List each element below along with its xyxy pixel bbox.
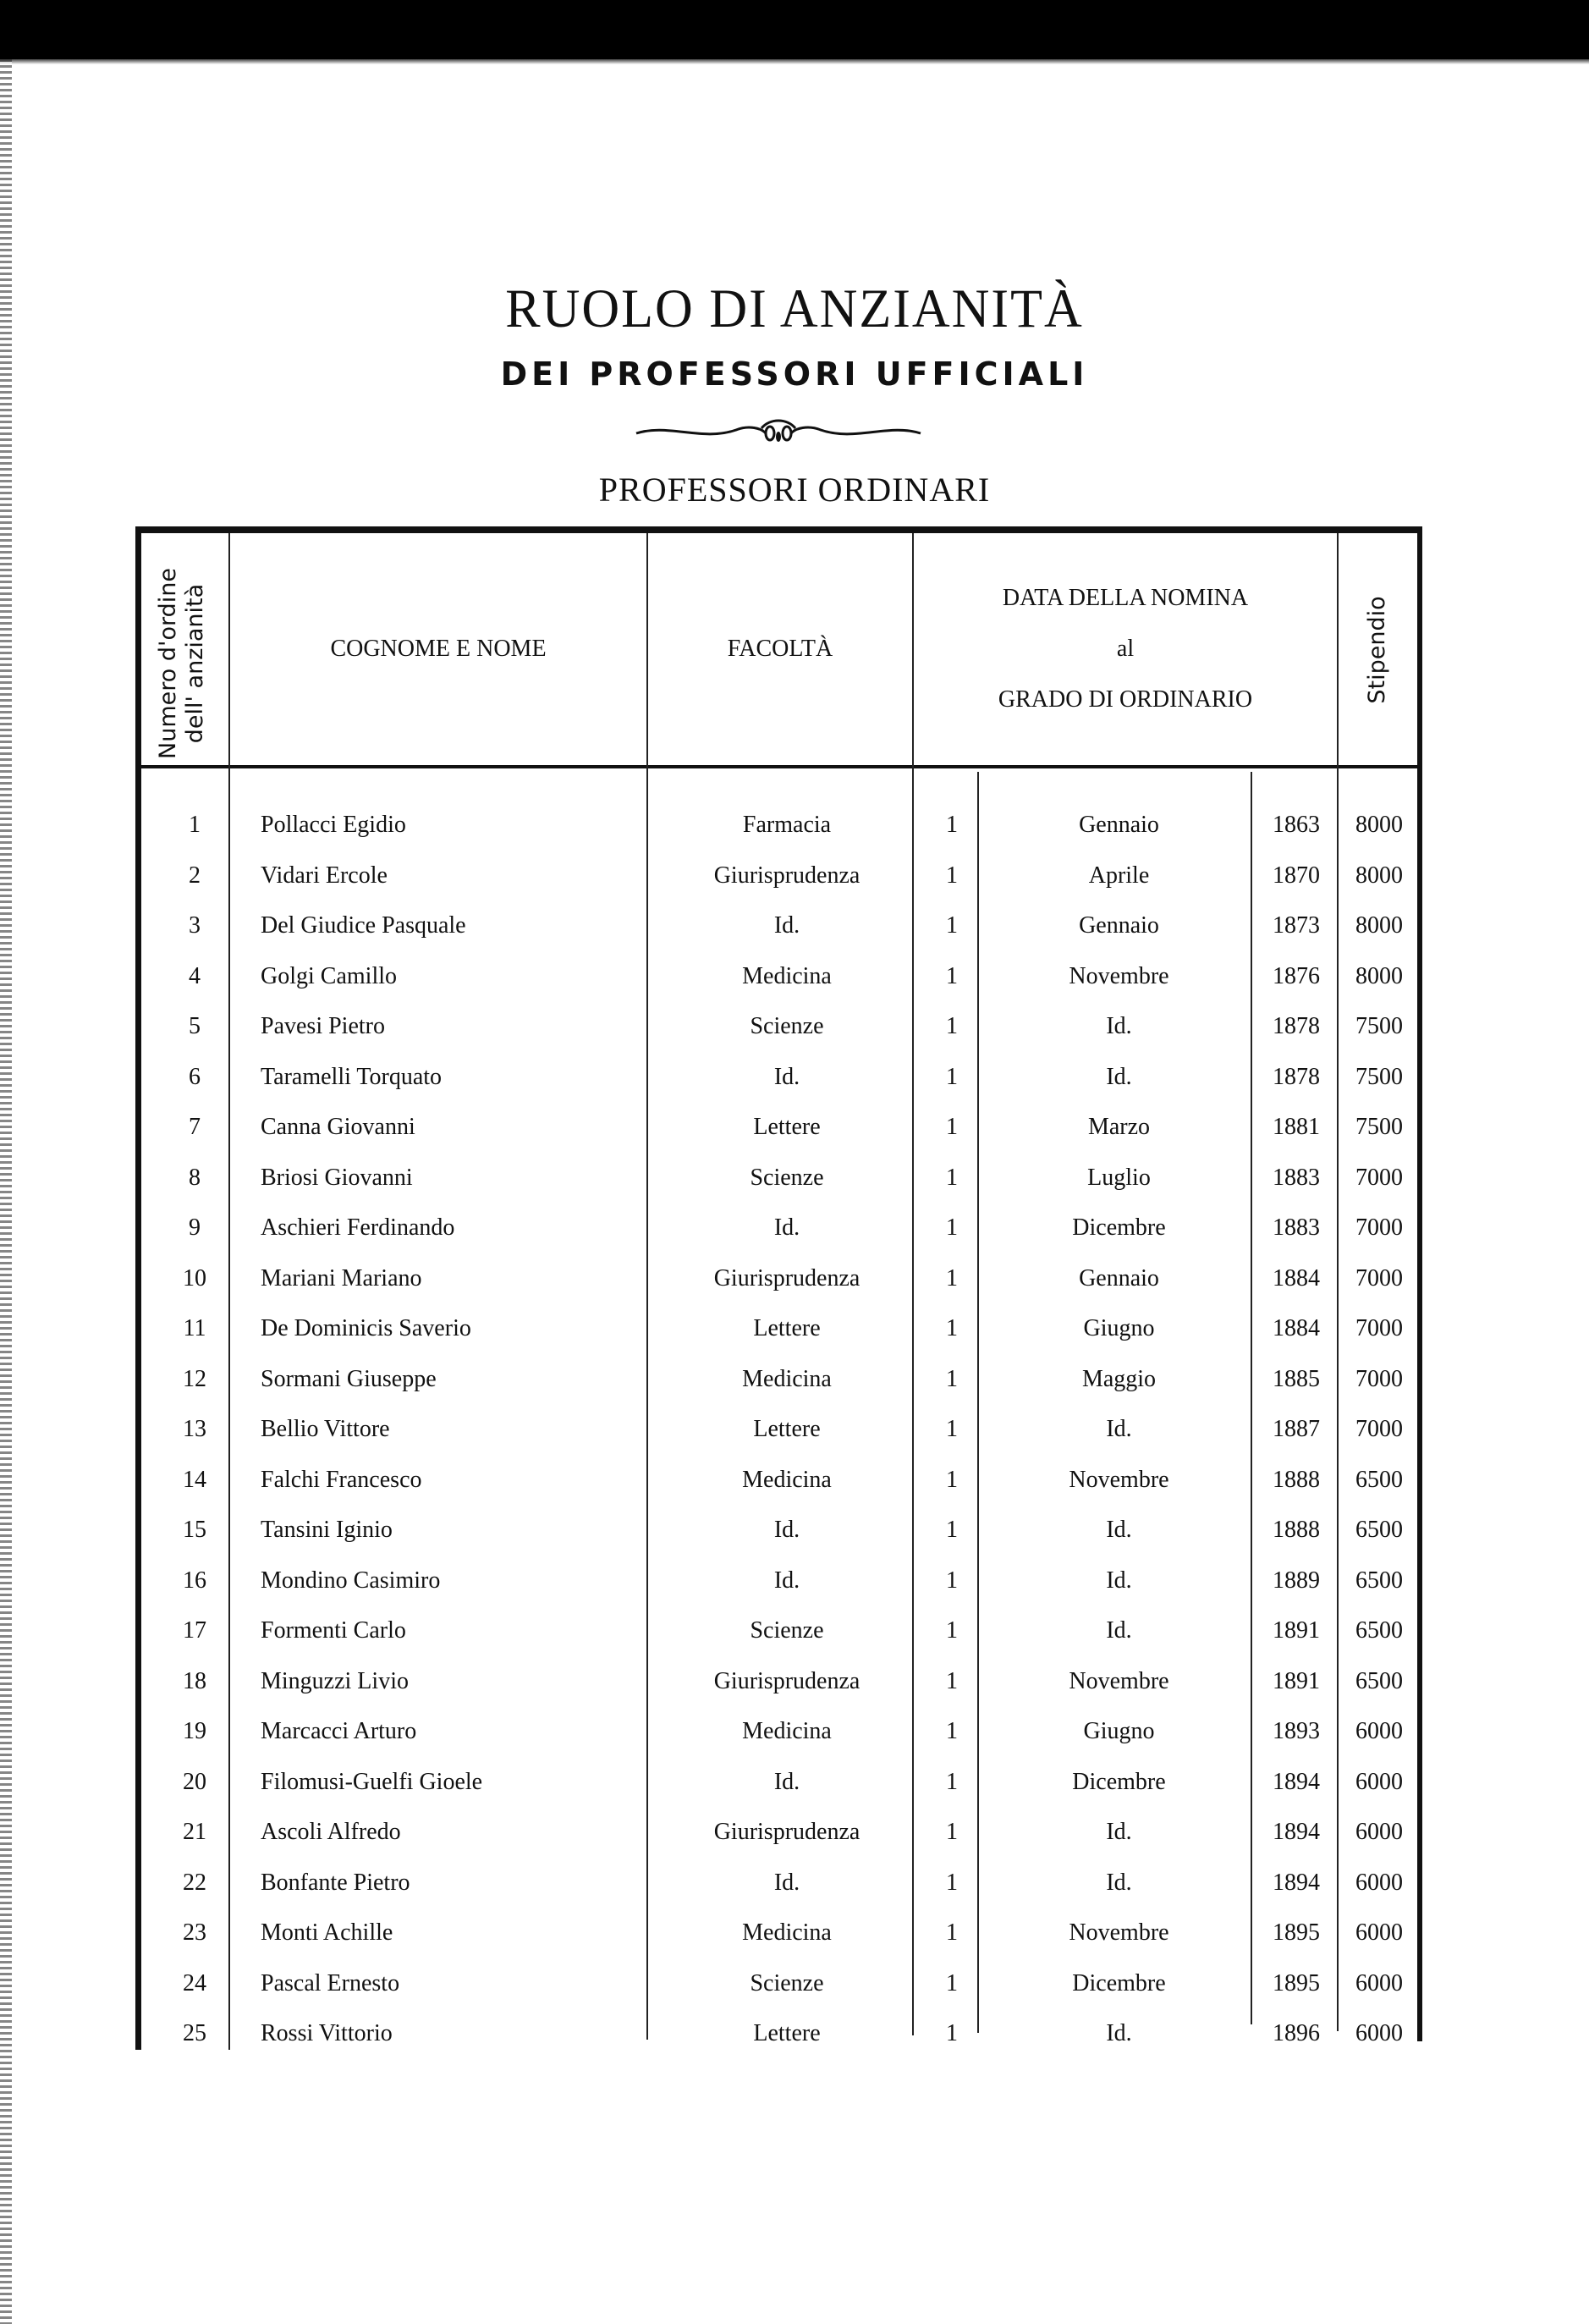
row-faculty: Id. [773, 912, 800, 939]
row-number: 2 [189, 862, 201, 889]
table-row [135, 1757, 1422, 1808]
row-year: 1883 [1273, 1214, 1320, 1241]
row-month: Luglio [1087, 1164, 1151, 1191]
row-month: Id. [1106, 1517, 1132, 1543]
row-month: Dicembre [1072, 1214, 1166, 1241]
row-faculty: Medicina [742, 1919, 832, 1946]
scan-top-border [0, 0, 1589, 59]
table-row [135, 1858, 1422, 1908]
row-name: Pollacci Egidio [261, 812, 406, 838]
row-salary: 7000 [1355, 1264, 1403, 1291]
table-row [135, 1052, 1422, 1103]
row-name: Falchi Francesco [261, 1466, 422, 1493]
row-month: Maggio [1081, 1365, 1157, 1392]
row-name: Filomusi-Guelfi Gioele [261, 1768, 483, 1795]
row-faculty: Giurisprudenza [713, 862, 860, 889]
table-row [135, 1354, 1422, 1405]
row-number: 13 [183, 1416, 206, 1442]
table-top-border [135, 526, 1422, 533]
table-row [135, 1605, 1422, 1656]
table-row [135, 1556, 1422, 1606]
row-name: Bellio Vittore [261, 1416, 390, 1442]
row-faculty: Scienze [750, 1164, 824, 1191]
row-month: Id. [1106, 1416, 1132, 1442]
table-row [135, 1706, 1422, 1757]
table-row [135, 1203, 1422, 1253]
row-salary: 8000 [1355, 962, 1403, 989]
row-faculty: Medicina [742, 1365, 832, 1392]
row-salary: 7500 [1355, 1114, 1403, 1140]
header-number-line2: dell' anzianità [182, 583, 208, 744]
row-month: Giugno [1083, 1718, 1155, 1744]
row-number: 1 [189, 812, 201, 838]
table-row [135, 1455, 1422, 1506]
row-day: 1 [946, 1264, 958, 1291]
row-salary: 7500 [1355, 1013, 1403, 1039]
row-faculty: Medicina [742, 962, 832, 989]
row-day: 1 [946, 1365, 958, 1392]
row-faculty: Giurisprudenza [713, 1819, 860, 1845]
row-name: Rossi Vittorio [261, 2020, 393, 2046]
header-faculty: FACOLTÀ [727, 636, 833, 662]
row-salary: 7000 [1355, 1315, 1403, 1341]
row-month: Gennaio [1079, 812, 1159, 838]
row-year: 1883 [1273, 1164, 1320, 1191]
row-faculty: Scienze [750, 1617, 824, 1644]
row-year: 1884 [1273, 1315, 1320, 1341]
row-number: 8 [189, 1164, 201, 1191]
row-number: 25 [183, 2020, 206, 2046]
row-faculty: Id. [773, 1214, 800, 1241]
row-faculty: Medicina [742, 1466, 832, 1493]
row-month: Novembre [1069, 1919, 1169, 1946]
row-day: 1 [946, 1517, 958, 1543]
header-date-line1: DATA DELLA NOMINA [1002, 585, 1249, 611]
row-day: 1 [946, 1013, 958, 1039]
row-year: 1895 [1273, 1969, 1320, 1996]
row-name: Tansini Iginio [261, 1517, 393, 1543]
row-year: 1894 [1273, 1819, 1320, 1845]
row-month: Id. [1106, 1869, 1132, 1896]
row-name: Monti Achille [261, 1919, 393, 1946]
header-date [914, 535, 1337, 763]
row-salary: 6000 [1355, 1919, 1403, 1946]
table-row [135, 1656, 1422, 1707]
row-number: 18 [183, 1667, 206, 1694]
row-number: 19 [183, 1718, 206, 1744]
table-row [135, 900, 1422, 951]
row-name: Golgi Camillo [261, 962, 397, 989]
row-day: 1 [946, 1063, 958, 1090]
row-faculty: Id. [773, 1768, 800, 1795]
table-row [135, 851, 1422, 901]
table-row [135, 1253, 1422, 1304]
table-row [135, 951, 1422, 1002]
row-month: Dicembre [1072, 1969, 1166, 1996]
table-row [135, 1807, 1422, 1858]
row-day: 1 [946, 1315, 958, 1341]
row-faculty: Farmacia [742, 812, 832, 838]
row-faculty: Giurisprudenza [713, 1667, 860, 1694]
row-name: Minguzzi Livio [261, 1667, 409, 1694]
row-day: 1 [946, 1869, 958, 1896]
row-name: Briosi Giovanni [261, 1164, 413, 1191]
row-year: 1885 [1273, 1365, 1320, 1392]
row-year: 1873 [1273, 912, 1320, 939]
row-name: Marcacci Arturo [261, 1718, 417, 1744]
row-number: 21 [183, 1819, 206, 1845]
row-number: 5 [189, 1013, 201, 1039]
row-year: 1878 [1273, 1063, 1320, 1090]
row-faculty: Id. [773, 1063, 800, 1090]
row-salary: 8000 [1355, 912, 1403, 939]
row-day: 1 [946, 1617, 958, 1644]
row-day: 1 [946, 1768, 958, 1795]
row-salary: 7500 [1355, 1063, 1403, 1090]
row-day: 1 [946, 1164, 958, 1191]
row-year: 1863 [1273, 812, 1320, 838]
row-year: 1884 [1273, 1264, 1320, 1291]
row-day: 1 [946, 1466, 958, 1493]
row-number: 12 [183, 1365, 206, 1392]
row-name: Taramelli Torquato [261, 1063, 443, 1090]
row-day: 1 [946, 1214, 958, 1241]
row-number: 23 [183, 1919, 206, 1946]
row-salary: 6500 [1355, 1567, 1403, 1594]
row-salary: 6500 [1355, 1617, 1403, 1644]
row-year: 1894 [1273, 1768, 1320, 1795]
row-month: Aprile [1088, 862, 1150, 889]
row-name: Aschieri Ferdinando [261, 1214, 455, 1241]
row-month: Id. [1106, 1567, 1132, 1594]
row-year: 1889 [1273, 1567, 1320, 1594]
row-month: Giugno [1083, 1315, 1155, 1341]
row-year: 1895 [1273, 1919, 1320, 1946]
row-month: Id. [1106, 1063, 1132, 1090]
section-heading: PROFESSORI ORDINARI [598, 471, 991, 509]
row-month: Id. [1106, 1617, 1132, 1644]
row-day: 1 [946, 1919, 958, 1946]
row-faculty: Id. [773, 1869, 800, 1896]
row-number: 17 [183, 1617, 206, 1644]
row-year: 1881 [1273, 1114, 1320, 1140]
row-name: Canna Giovanni [261, 1114, 415, 1140]
row-salary: 8000 [1355, 862, 1403, 889]
header-name: COGNOME E NOME [330, 636, 547, 662]
row-faculty: Lettere [753, 1114, 821, 1140]
row-day: 1 [946, 1819, 958, 1845]
row-day: 1 [946, 1969, 958, 1996]
row-salary: 6000 [1355, 2020, 1403, 2046]
header-number-line1: Numero d'ordine [155, 568, 181, 759]
row-name: Mondino Casimiro [261, 1567, 441, 1594]
row-name: Del Giudice Pasquale [261, 912, 466, 939]
row-year: 1891 [1273, 1667, 1320, 1694]
row-number: 7 [189, 1114, 201, 1140]
row-salary: 6000 [1355, 1869, 1403, 1896]
table-row [135, 1001, 1422, 1052]
row-faculty: Id. [773, 1517, 800, 1543]
row-month: Gennaio [1079, 912, 1159, 939]
row-salary: 6000 [1355, 1819, 1403, 1845]
row-salary: 8000 [1355, 812, 1403, 838]
row-day: 1 [946, 962, 958, 989]
row-name: Vidari Ercole [261, 862, 388, 889]
row-number: 20 [183, 1768, 206, 1795]
row-salary: 7000 [1355, 1164, 1403, 1191]
row-salary: 6000 [1355, 1969, 1403, 1996]
row-number: 14 [183, 1466, 206, 1493]
row-month: Gennaio [1079, 1264, 1159, 1291]
row-year: 1888 [1273, 1517, 1320, 1543]
table-row [135, 1958, 1422, 2009]
row-year: 1870 [1273, 862, 1320, 889]
table-row [135, 1908, 1422, 1958]
document-title: RUOLO DI ANZIANITÀ [505, 278, 1084, 339]
table-row [135, 1102, 1422, 1153]
row-number: 6 [189, 1063, 201, 1090]
header-divider [135, 765, 1422, 768]
row-faculty: Giurisprudenza [713, 1264, 860, 1291]
row-year: 1887 [1273, 1416, 1320, 1442]
header-date-line2: al [1116, 636, 1135, 662]
row-month: Marzo [1087, 1114, 1151, 1140]
row-name: Bonfante Pietro [261, 1869, 410, 1896]
row-month: Id. [1106, 1013, 1132, 1039]
row-number: 16 [183, 1567, 206, 1594]
flourish-ornament-icon [635, 416, 922, 443]
row-day: 1 [946, 812, 958, 838]
row-month: Novembre [1069, 1466, 1169, 1493]
header-date-line3: GRADO DI ORDINARIO [998, 686, 1253, 713]
row-name: Sormani Giuseppe [261, 1365, 437, 1392]
row-name: Ascoli Alfredo [261, 1819, 401, 1845]
row-year: 1893 [1273, 1718, 1320, 1744]
row-number: 4 [189, 962, 201, 989]
row-salary: 7000 [1355, 1416, 1403, 1442]
row-faculty: Scienze [750, 1969, 824, 1996]
row-year: 1878 [1273, 1013, 1320, 1039]
row-salary: 7000 [1355, 1365, 1403, 1392]
document-subtitle: DEI PROFESSORI UFFICIALI [500, 355, 1089, 393]
row-day: 1 [946, 862, 958, 889]
row-day: 1 [946, 1567, 958, 1594]
row-number: 10 [183, 1264, 206, 1291]
row-name: De Dominicis Saverio [261, 1315, 471, 1341]
seniority-table [135, 526, 1426, 2050]
row-faculty: Lettere [753, 2020, 821, 2046]
row-faculty: Lettere [753, 1416, 821, 1442]
header-number [155, 549, 209, 778]
row-faculty: Scienze [750, 1013, 824, 1039]
row-salary: 6500 [1355, 1667, 1403, 1694]
row-year: 1891 [1273, 1617, 1320, 1644]
row-number: 11 [183, 1315, 206, 1341]
row-year: 1888 [1273, 1466, 1320, 1493]
row-month: Novembre [1069, 962, 1169, 989]
row-salary: 6000 [1355, 1768, 1403, 1795]
row-number: 15 [183, 1517, 206, 1543]
row-number: 9 [189, 1214, 201, 1241]
row-faculty: Id. [773, 1567, 800, 1594]
row-number: 3 [189, 912, 201, 939]
row-name: Mariani Mariano [261, 1264, 422, 1291]
row-month: Dicembre [1072, 1768, 1166, 1795]
row-day: 1 [946, 1667, 958, 1694]
table-row [135, 800, 1422, 851]
row-day: 1 [946, 912, 958, 939]
table-row [135, 1404, 1422, 1455]
scan-left-edge [0, 59, 12, 2324]
row-faculty: Medicina [742, 1718, 832, 1744]
row-year: 1896 [1273, 2020, 1320, 2046]
row-name: Pavesi Pietro [261, 1013, 385, 1039]
table-row [135, 2008, 1422, 2059]
row-day: 1 [946, 1114, 958, 1140]
row-day: 1 [946, 1416, 958, 1442]
table-row [135, 1505, 1422, 1556]
row-number: 24 [183, 1969, 206, 1996]
row-salary: 6500 [1355, 1466, 1403, 1493]
row-day: 1 [946, 2020, 958, 2046]
row-name: Pascal Ernesto [261, 1969, 400, 1996]
row-faculty: Lettere [753, 1315, 821, 1341]
header-salary: Stipendio [1364, 596, 1390, 704]
row-name: Formenti Carlo [261, 1617, 406, 1644]
row-month: Novembre [1069, 1667, 1169, 1694]
row-year: 1876 [1273, 962, 1320, 989]
row-number: 22 [183, 1869, 206, 1896]
row-salary: 6000 [1355, 1718, 1403, 1744]
row-month: Id. [1106, 2020, 1132, 2046]
row-salary: 7000 [1355, 1214, 1403, 1241]
row-salary: 6500 [1355, 1517, 1403, 1543]
row-month: Id. [1106, 1819, 1132, 1845]
table-row [135, 1303, 1422, 1354]
table-row [135, 1153, 1422, 1203]
row-day: 1 [946, 1718, 958, 1744]
row-year: 1894 [1273, 1869, 1320, 1896]
